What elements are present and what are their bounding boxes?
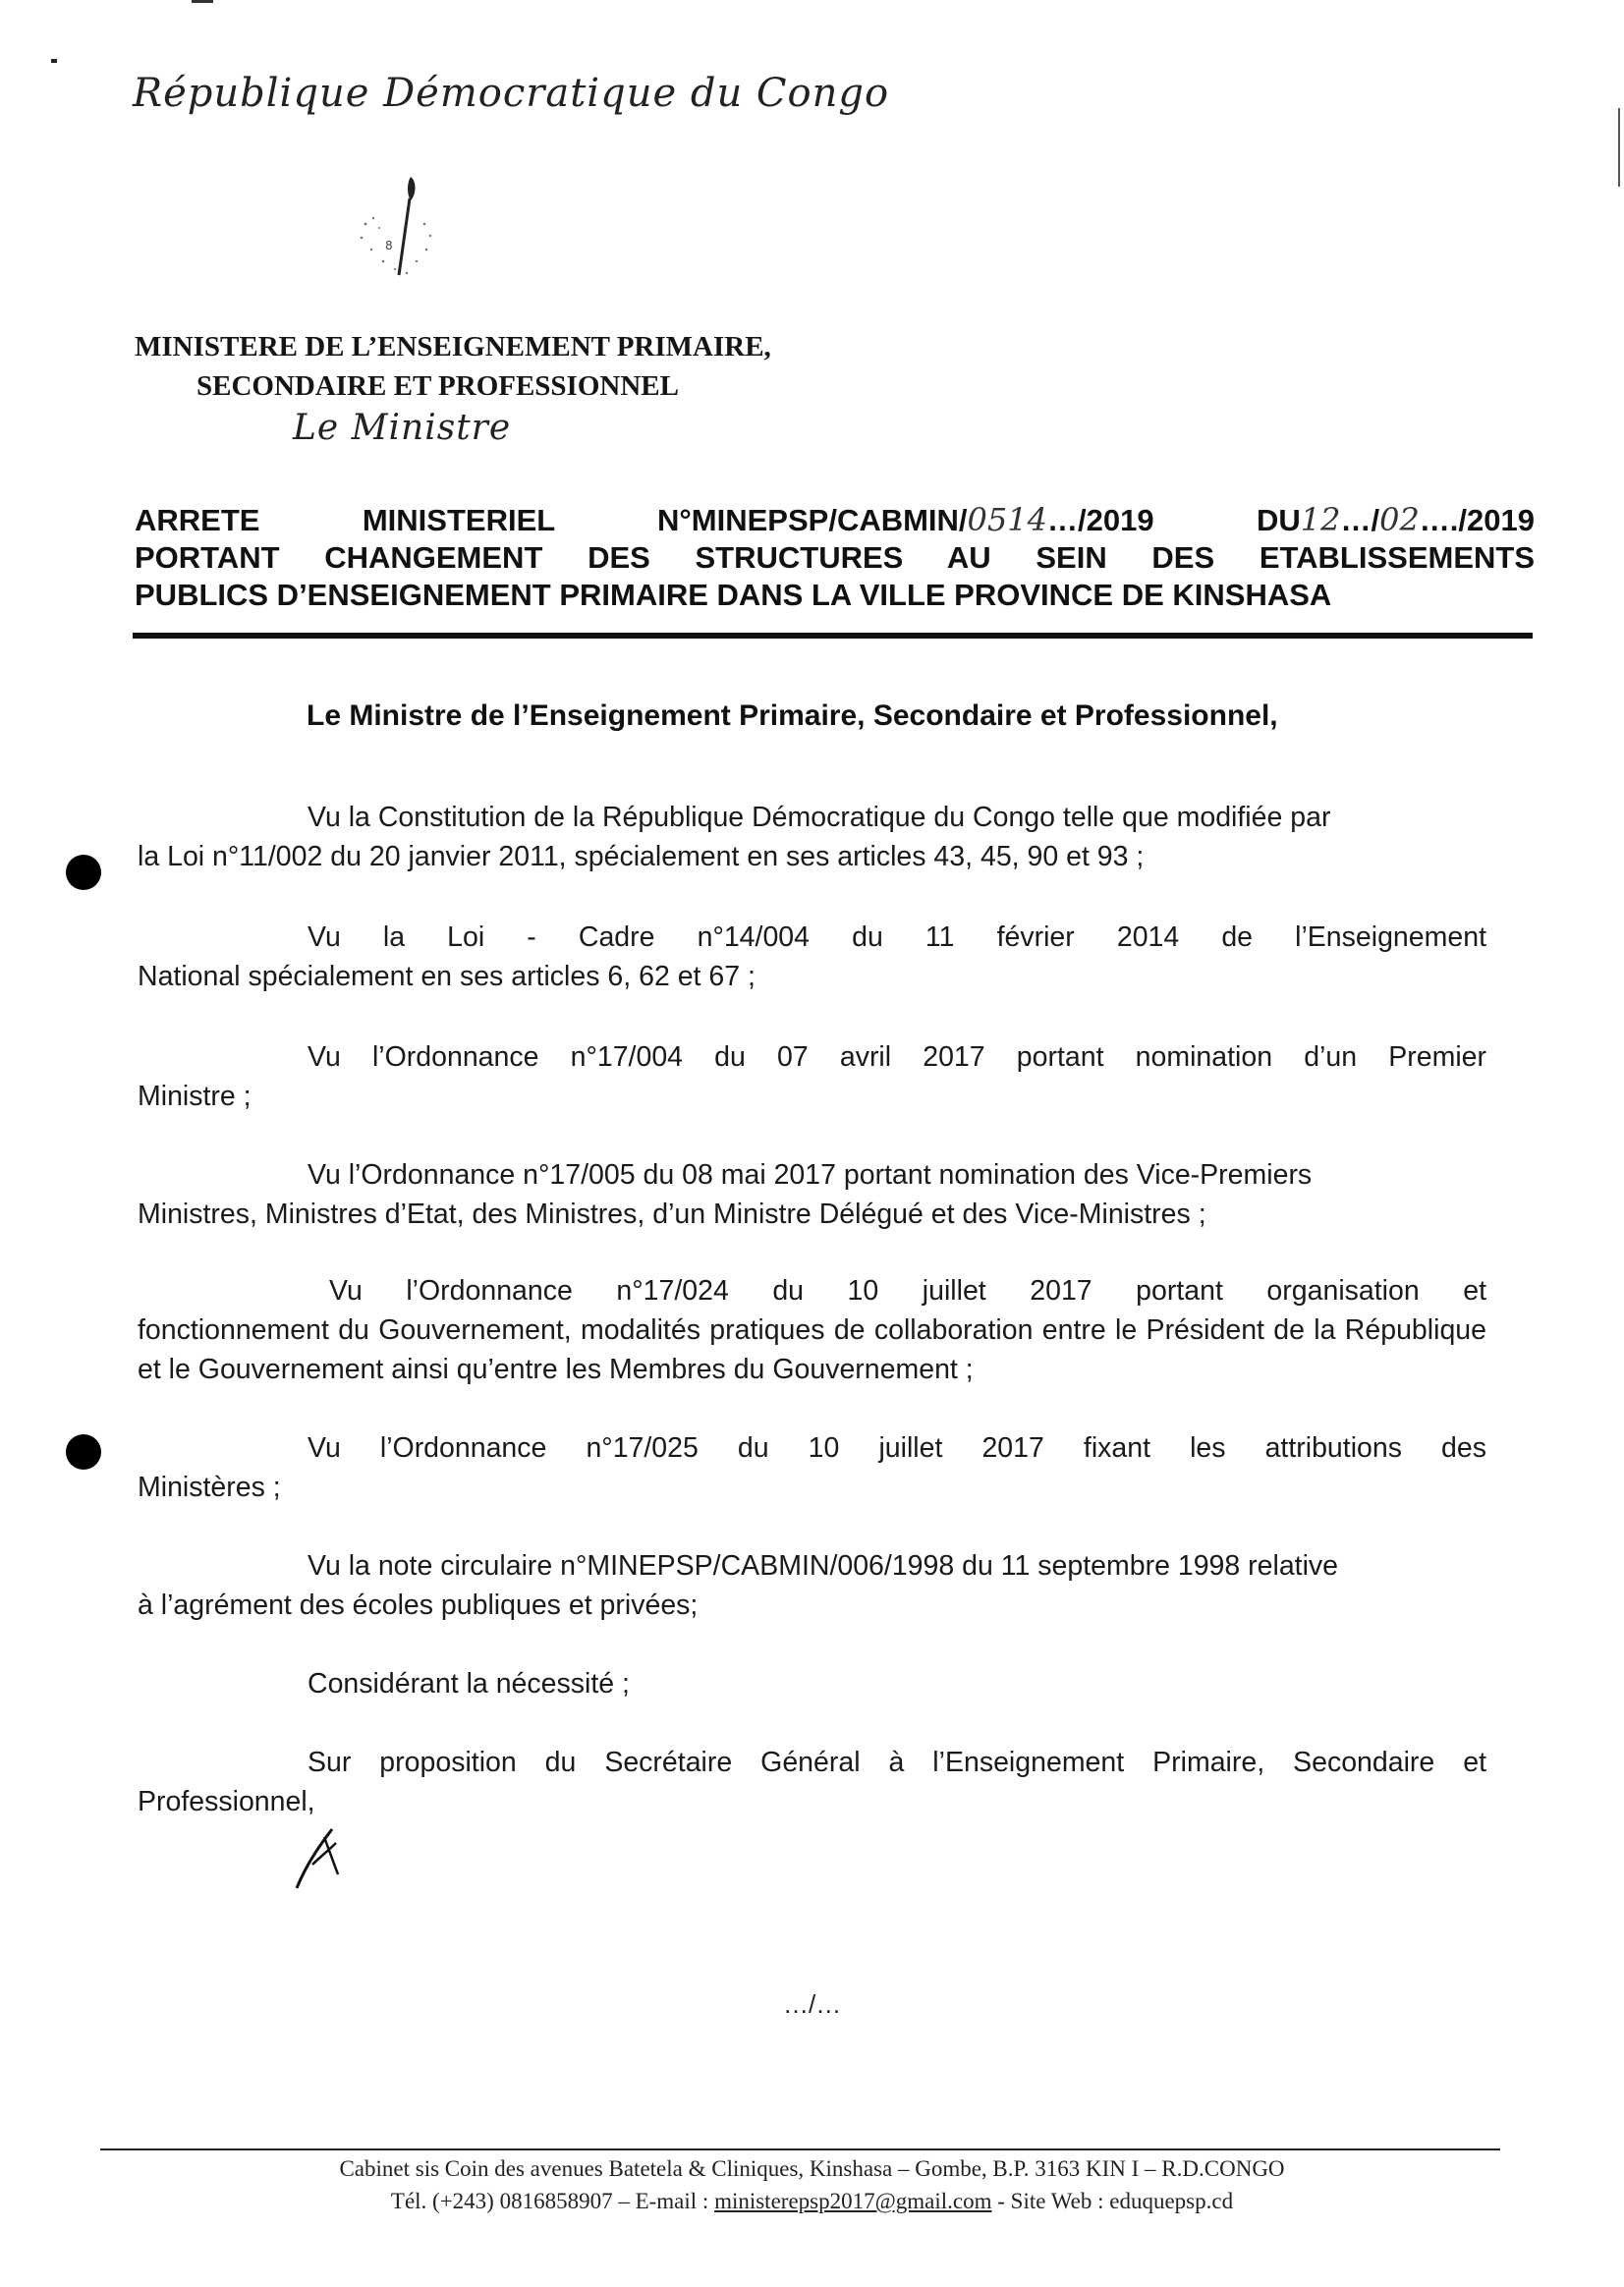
consideration-first-line: Vu la Constitution de la République Démocratique du Congo telle que modifiée par [308,802,1331,833]
footer-contact [0,2185,1624,2217]
consideration-continuation: National spécialement en ses articles 6, 62 et 67 ; [138,961,756,992]
coat-of-arms-emblem [314,167,452,285]
consideration-continuation: Ministre ; [138,1081,252,1112]
punch-hole [66,855,101,890]
svg-text:8: 8 [385,239,393,252]
ministry-name-line2: SECONDAIRE ET PROFESSIONNEL [196,370,679,402]
decree-title [135,501,1535,614]
decree-date-sep: …/ [1340,503,1380,537]
consideration-paragraph [138,798,1486,876]
consideration-continuation: la Loi n°11/002 du 20 janvier 2011, spécialement en ses articles 43, 45, 90 et 93 ; [138,841,1145,872]
authority-heading: Le Ministre de l’Enseignement Primaire, Secondaire et Professionnel, [307,699,1278,732]
footer-website-link[interactable]: eduquepsp.cd [1109,2189,1234,2213]
footer-email-link[interactable]: ministerepsp2017@gmail.com [714,2189,992,2213]
consideration-first-line: Vu la note circulaire n°MINEPSP/CABMIN/006/1998 du 11 septembre 1998 relative [308,1550,1339,1582]
decree-day-handwritten: 12 [1300,501,1341,538]
decree-month-handwritten: 02 [1379,501,1420,538]
consideration-continuation: fonctionnement du Gouvernement, modalités pratiques de collaboration entre le Président de la République et le Gouvernement ainsi qu’entre les Membres du Gouvernement ; [138,1314,1486,1385]
country-name: République Démocratique du Congo [133,71,890,116]
consideration-paragraph [138,1037,1486,1116]
consideration-paragraph [138,1271,1486,1389]
consideration-paragraph [138,918,1486,996]
footer-rule [100,2148,1500,2150]
footer-address: Cabinet sis Coin des avenues Batetela & Cliniques, Kinshasa – Gombe, B.P. 3163 KIN I – R.D.CONGO [339,2156,1285,2181]
decree-number-handwritten: 0514 [967,501,1047,538]
consideration-continuation: Ministères ; [138,1472,281,1503]
scan-mark [192,0,213,3]
consideration-paragraph [138,1664,1486,1703]
decree-title-line3: PUBLICS D’ENSEIGNEMENT PRIMAIRE DANS LA VILLE PROVINCE DE KINSHASA [135,578,1332,612]
consideration-continuation: à l’agrément des écoles publiques et privées; [138,1590,699,1621]
minister-title: Le Ministre [293,408,512,448]
scan-mark [51,59,57,63]
decree-title-line2: PORTANT CHANGEMENT DES STRUCTURES AU SEIN DES ETABLISSEMENTS [135,540,1535,575]
handwritten-initial-mark [285,1817,354,1896]
decree-title-suffix: …./2019 [1419,503,1535,537]
decree-title-line1 [135,501,1535,539]
consideration-continuation: Ministres, Ministres d’Etat, des Ministres, d’un Ministre Délégué et des Vice-Ministres ; [138,1199,1206,1230]
decree-title-prefix: ARRETE MINISTERIEL N°MINEPSP/CABMIN/ [135,503,968,537]
consideration-first-line: Vu l’Ordonnance n°17/025 du 10 juillet 2017 fixant les attributions des [308,1432,1486,1464]
consideration-paragraph [138,1743,1486,1821]
consideration-first-line: Sur proposition du Secrétaire Général à l’Enseignement Primaire, Secondaire et [308,1747,1486,1778]
consideration-continuation: Professionnel, [138,1786,315,1817]
consideration-first-line: Vu la Loi - Cadre n°14/004 du 11 février 2014 de l’Enseignement [308,921,1486,953]
page-continuation-marker: …/… [783,1989,842,2019]
consideration-first-line: Vu l’Ordonnance n°17/005 du 08 mai 2017 portant nomination des Vice-Premiers [308,1159,1313,1191]
consideration-first-line: Vu l’Ordonnance n°17/004 du 07 avril 2017 portant nomination d’un Premier [308,1041,1486,1073]
title-underline [133,633,1533,639]
consideration-first-line: Vu l’Ordonnance n°17/024 du 10 juillet 2017 portant organisation et [329,1275,1486,1307]
footer-site-label: - Site Web : [991,2189,1110,2213]
decree-title-middle: …/2019 DU [1046,503,1301,537]
punch-hole [66,1434,101,1470]
ministry-name-line1: MINISTERE DE L’ENSEIGNEMENT PRIMAIRE, [135,331,771,363]
consideration-paragraph [138,1155,1486,1234]
consideration-paragraph [138,1546,1486,1625]
consideration-first-line: Considérant la nécessité ; [308,1668,630,1700]
scan-edge-mark [1618,108,1620,187]
footer-phone: Tél. (+243) 0816858907 – E-mail : [390,2189,715,2213]
consideration-paragraph [138,1428,1486,1507]
